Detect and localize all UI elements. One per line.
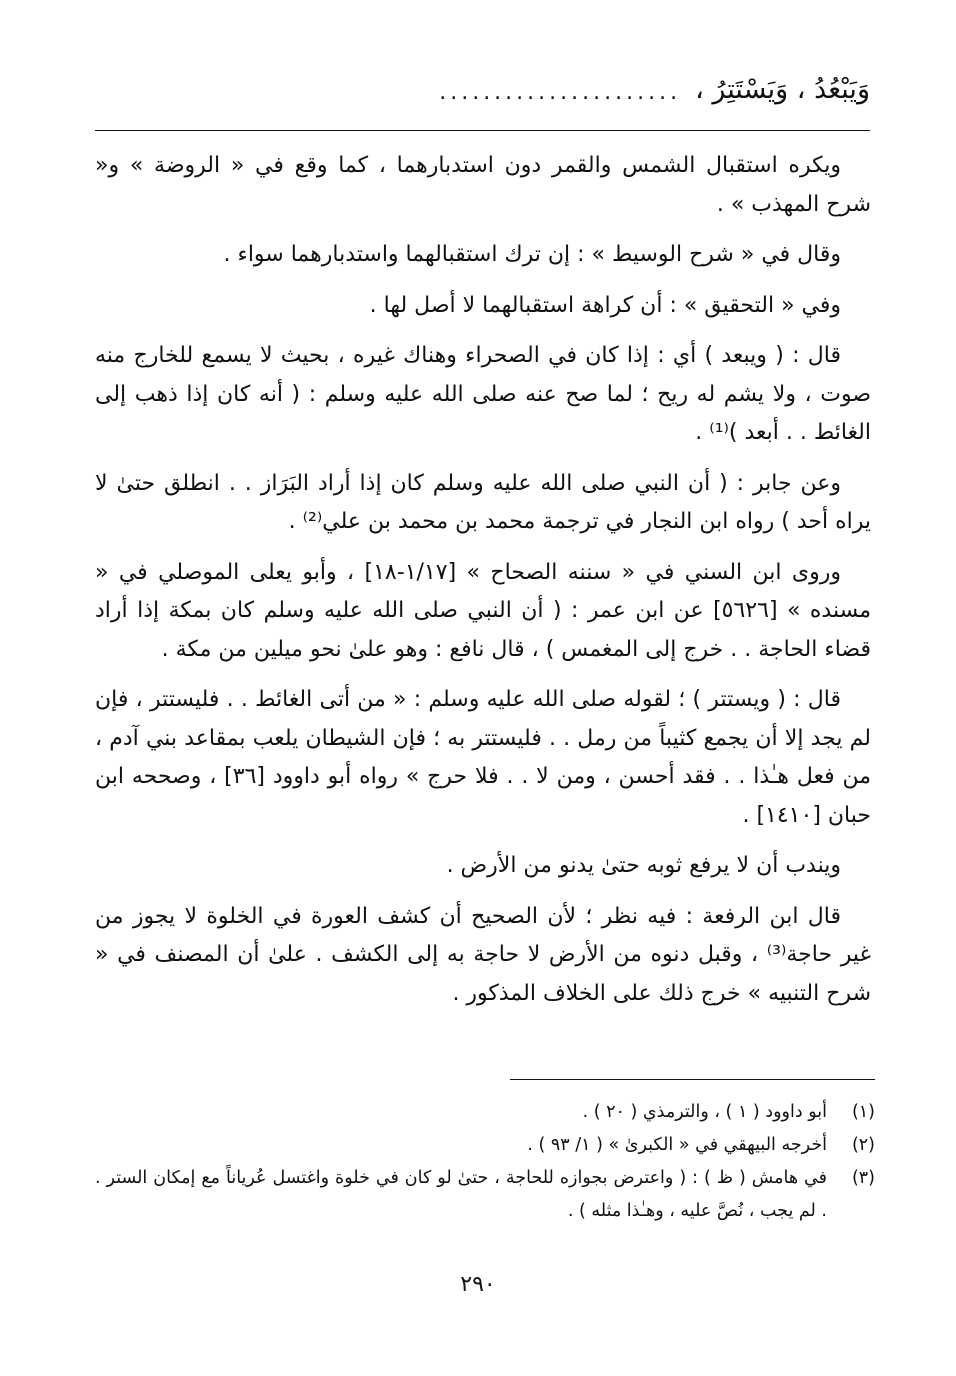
paragraph: وروى ابن السني في « سننه الصحاح » [١/١٧-١٨] ، وأبو يعلى الموصلي في « مسنده » [٥٦٢٦] عن ابن عمر : ( أن النبي صلى الله عليه وسلم كان بمكة إذا أراد قضاء الحاجة . . خرج إلى المغمس ) ، قال نافع : وهو علىٰ نحو ميلين من مكة . <box>95 559 872 662</box>
header-rule <box>95 130 870 131</box>
footnotes <box>95 1096 875 1228</box>
paragraph: قال : ( ويستتر ) ؛ لقوله صلى الله عليه وسلم : « من أتى الغائط . . فليستتر ، فإن لم يجد إلا أن يجمع كثيباً من رمل . . فليستتر به ؛ فإن الشيطان يلعب بمقاعد بني آدم ، من فعل هـٰذا . . فقد أحسن ، ومن لا . . فلا حرج » رواه أبو داوود [٣٦] ، وصححه ابن حبان [١٤١٠] . <box>95 687 871 828</box>
main-text <box>95 147 871 1025</box>
paragraph: ويندب أن لا يرفع ثوبه حتىٰ يدنو من الأرض . <box>446 853 841 878</box>
paragraph: وعن جابر : ( أن النبي صلى الله عليه وسلم كان إذا أراد البَرَاز . . انطلق حتىٰ لا يراه أحد ) رواه ابن النجار في ترجمة محمد بن محمد بن علي⁽²⁾ . <box>95 470 871 534</box>
paragraph: قال : ( ويبعد ) أي : إذا كان في الصحراء وهناك غيره ، بحيث لا يسمع للخارج منه صوت ، ولا يشم له ريح ؛ لما صح عنه صلى الله عليه وسلم : ( أنه كان إذا ذهب إلى الغائط . . أبعد )⁽¹⁾ . <box>95 343 871 445</box>
paragraph: وقال في « شرح الوسيط » : إن ترك استقبالهما واستدبارهما سواء . <box>223 242 841 267</box>
footnote-text: أبو داوود ( ١ ) ، والترمذي ( ٢٠ ) . <box>582 1102 827 1122</box>
paragraph: ويكره استقبال الشمس والقمر دون استدبارهما ، كما وقع في « الروضة » و« شرح المهذب » . <box>95 153 871 217</box>
page-number: ٢٩٠ <box>460 1272 496 1297</box>
paragraph: قال ابن الرفعة : فيه نظر ؛ لأن الصحيح أن كشف العورة في الخلوة لا يجوز من غير حاجة⁽³⁾ ، وقبل دنوه من الأرض لا حاجة به إلى الكشف . علىٰ أن المصنف في « شرح التنبيه » خرج ذلك على الخلاف المذكور . <box>95 903 871 1006</box>
footnote-number: (١) <box>851 1102 875 1122</box>
footnote <box>95 1096 875 1129</box>
footnote-separator <box>510 1079 875 1080</box>
running-header-title: وَيَبْعُدُ ، وَيَسْتَتِرُ ، <box>695 74 870 105</box>
footnote <box>95 1129 875 1162</box>
footnote-text: أخرجه البيهقي في « الكبرىٰ » ( ١/ ٩٣ ) . <box>527 1135 827 1155</box>
running-header-dots: ...................... <box>439 80 682 105</box>
footnote-number: (٢) <box>851 1135 875 1155</box>
footnote <box>95 1162 875 1228</box>
footnote-number: (٣) <box>851 1168 875 1188</box>
running-header <box>95 64 870 110</box>
paragraph: وفي « التحقيق » : أن كراهة استقبالهما لا أصل لها . <box>369 292 841 318</box>
footnote-text: في هامش ( ظ ) : ( واعترض بجوازه للحاجة ، حتىٰ لو كان في خلوة واغتسل عُرياناً مع إمكان الستر . . لم يجب ، نُصَّ عليه ، وهـٰذا مثله ) . <box>95 1168 827 1221</box>
